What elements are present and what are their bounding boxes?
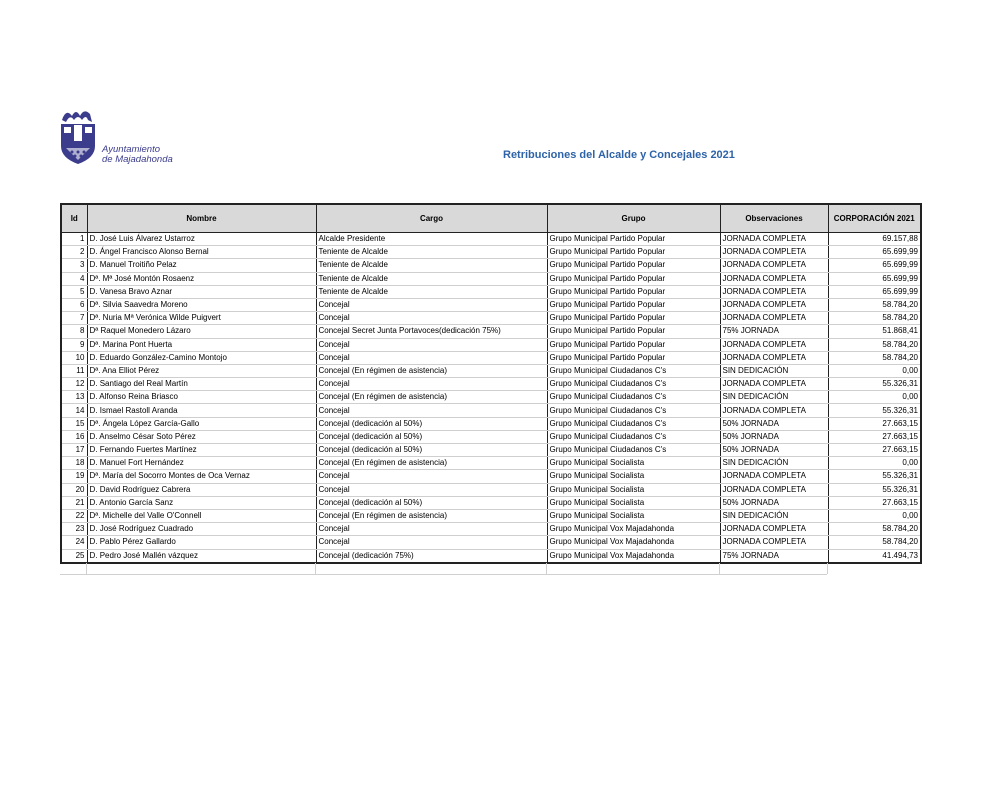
cell-cargo: Teniente de Alcalde — [316, 272, 547, 285]
cell-observaciones: JORNADA COMPLETA — [720, 233, 828, 246]
cell-id: 25 — [61, 549, 87, 563]
cell-nombre: D. Vanesa Bravo Aznar — [87, 285, 316, 298]
cell-observaciones: 50% JORNADA — [720, 444, 828, 457]
logo-caption-line2: de Majadahonda — [102, 154, 173, 165]
cell-observaciones: 50% JORNADA — [720, 417, 828, 430]
cell-nombre: Dª. Ángela López García-Gallo — [87, 417, 316, 430]
cell-id: 2 — [61, 246, 87, 259]
cell-grupo: Grupo Municipal Socialista — [547, 457, 720, 470]
cell-observaciones: JORNADA COMPLETA — [720, 298, 828, 311]
cell-corporacion: 58.784,20 — [828, 338, 921, 351]
cell-id: 10 — [61, 351, 87, 364]
cell-nombre: D. Eduardo González-Camino Montojo — [87, 351, 316, 364]
cell-nombre: D. José Luis Álvarez Ustarroz — [87, 233, 316, 246]
cell-id: 6 — [61, 298, 87, 311]
cell-nombre: Dª. Ana Elliot Pérez — [87, 364, 316, 377]
cell-nombre: D. Antonio García Sanz — [87, 496, 316, 509]
cell-cargo: Concejal — [316, 378, 547, 391]
table-row — [61, 549, 921, 563]
cell-nombre: Dª Raquel Monedero Lázaro — [87, 325, 316, 338]
cell-grupo: Grupo Municipal Partido Popular — [547, 325, 720, 338]
column-header: Observaciones — [720, 204, 828, 233]
cell-observaciones: SIN DEDICACIÓN — [720, 457, 828, 470]
cell-id: 21 — [61, 496, 87, 509]
cell-corporacion: 0,00 — [828, 364, 921, 377]
empty-grid-row — [60, 563, 827, 575]
cell-id: 17 — [61, 444, 87, 457]
cell-cargo: Concejal (dedicación 75%) — [316, 549, 547, 563]
cell-observaciones: JORNADA COMPLETA — [720, 312, 828, 325]
cell-id: 8 — [61, 325, 87, 338]
cell-grupo: Grupo Municipal Ciudadanos C's — [547, 404, 720, 417]
cell-nombre: D. Alfonso Reina Briasco — [87, 391, 316, 404]
cell-nombre: D. Manuel Fort Hernández — [87, 457, 316, 470]
cell-cargo: Concejal — [316, 483, 547, 496]
table-row — [61, 298, 921, 311]
cell-corporacion: 0,00 — [828, 391, 921, 404]
table-row — [61, 285, 921, 298]
cell-nombre: Dª. Silvia Saavedra Moreno — [87, 298, 316, 311]
cell-nombre: D. Pedro José Mallén vázquez — [87, 549, 316, 563]
cell-corporacion: 55.326,31 — [828, 483, 921, 496]
cell-nombre: D. Santiago del Real Martín — [87, 378, 316, 391]
cell-observaciones: JORNADA COMPLETA — [720, 404, 828, 417]
cell-id: 12 — [61, 378, 87, 391]
cell-corporacion: 27.663,15 — [828, 430, 921, 443]
cell-id: 18 — [61, 457, 87, 470]
cell-corporacion: 55.326,31 — [828, 378, 921, 391]
cell-observaciones: JORNADA COMPLETA — [720, 483, 828, 496]
table-row — [61, 496, 921, 509]
table-row — [61, 483, 921, 496]
cell-grupo: Grupo Municipal Partido Popular — [547, 351, 720, 364]
cell-cargo: Teniente de Alcalde — [316, 246, 547, 259]
cell-grupo: Grupo Municipal Vox Majadahonda — [547, 549, 720, 563]
table-row — [61, 378, 921, 391]
cell-corporacion: 65.699,99 — [828, 246, 921, 259]
cell-observaciones: JORNADA COMPLETA — [720, 470, 828, 483]
cell-grupo: Grupo Municipal Socialista — [547, 509, 720, 522]
cell-cargo: Concejal — [316, 312, 547, 325]
table-row — [61, 391, 921, 404]
cell-grupo: Grupo Municipal Ciudadanos C's — [547, 430, 720, 443]
cell-cargo: Concejal (En régimen de asistencia) — [316, 391, 547, 404]
cell-observaciones: JORNADA COMPLETA — [720, 338, 828, 351]
cell-id: 15 — [61, 417, 87, 430]
cell-cargo: Concejal (En régimen de asistencia) — [316, 457, 547, 470]
table-row — [61, 272, 921, 285]
cell-grupo: Grupo Municipal Ciudadanos C's — [547, 417, 720, 430]
cell-observaciones: JORNADA COMPLETA — [720, 378, 828, 391]
table-row — [61, 312, 921, 325]
cell-nombre: D. José Rodríguez Cuadrado — [87, 523, 316, 536]
table-row — [61, 457, 921, 470]
cell-cargo: Concejal — [316, 298, 547, 311]
cell-nombre: Dª. María del Socorro Montes de Oca Vernaz — [87, 470, 316, 483]
cell-grupo: Grupo Municipal Partido Popular — [547, 338, 720, 351]
cell-cargo: Alcalde Presidente — [316, 233, 547, 246]
cell-id: 23 — [61, 523, 87, 536]
retribuciones-table — [60, 203, 922, 564]
cell-corporacion: 58.784,20 — [828, 312, 921, 325]
table-row — [61, 509, 921, 522]
cell-cargo: Concejal (En régimen de asistencia) — [316, 509, 547, 522]
cell-grupo: Grupo Municipal Vox Majadahonda — [547, 523, 720, 536]
cell-observaciones: SIN DEDICACIÓN — [720, 364, 828, 377]
cell-grupo: Grupo Municipal Vox Majadahonda — [547, 536, 720, 549]
table-header-row — [61, 204, 921, 233]
cell-cargo: Concejal (dedicación al 50%) — [316, 496, 547, 509]
table-row — [61, 338, 921, 351]
table-row — [61, 444, 921, 457]
table-body — [61, 233, 921, 563]
cell-id: 22 — [61, 509, 87, 522]
cell-cargo: Concejal (dedicación al 50%) — [316, 444, 547, 457]
cell-grupo: Grupo Municipal Partido Popular — [547, 272, 720, 285]
cell-corporacion: 27.663,15 — [828, 417, 921, 430]
cell-grupo: Grupo Municipal Partido Popular — [547, 233, 720, 246]
cell-observaciones: JORNADA COMPLETA — [720, 259, 828, 272]
cell-grupo: Grupo Municipal Ciudadanos C's — [547, 444, 720, 457]
cell-cargo: Concejal — [316, 470, 547, 483]
cell-corporacion: 65.699,99 — [828, 285, 921, 298]
cell-grupo: Grupo Municipal Socialista — [547, 483, 720, 496]
column-header: Id — [61, 204, 87, 233]
cell-cargo: Teniente de Alcalde — [316, 285, 547, 298]
cell-id: 19 — [61, 470, 87, 483]
table-row — [61, 351, 921, 364]
cell-observaciones: JORNADA COMPLETA — [720, 536, 828, 549]
cell-grupo: Grupo Municipal Socialista — [547, 496, 720, 509]
cell-corporacion: 55.326,31 — [828, 404, 921, 417]
cell-id: 11 — [61, 364, 87, 377]
table-row — [61, 233, 921, 246]
cell-corporacion: 58.784,20 — [828, 536, 921, 549]
cell-id: 5 — [61, 285, 87, 298]
table-row — [61, 470, 921, 483]
cell-nombre: Dª. Nuria Mª Verónica Wilde Puigvert — [87, 312, 316, 325]
column-header: CORPORACIÓN 2021 — [828, 204, 921, 233]
cell-corporacion: 0,00 — [828, 509, 921, 522]
cell-nombre: D. Manuel Troitiño Pelaz — [87, 259, 316, 272]
cell-nombre: Dª. Michelle del Valle O'Connell — [87, 509, 316, 522]
cell-cargo: Concejal Secret Junta Portavoces(dedicación 75%) — [316, 325, 547, 338]
cell-id: 4 — [61, 272, 87, 285]
cell-grupo: Grupo Municipal Ciudadanos C's — [547, 364, 720, 377]
cell-grupo: Grupo Municipal Ciudadanos C's — [547, 391, 720, 404]
table-row — [61, 430, 921, 443]
column-header: Grupo — [547, 204, 720, 233]
cell-cargo: Teniente de Alcalde — [316, 259, 547, 272]
cell-observaciones: SIN DEDICACIÓN — [720, 509, 828, 522]
cell-nombre: D. Pablo Pérez Gallardo — [87, 536, 316, 549]
cell-id: 13 — [61, 391, 87, 404]
cell-corporacion: 58.784,20 — [828, 523, 921, 536]
cell-observaciones: 50% JORNADA — [720, 496, 828, 509]
cell-cargo: Concejal (dedicación al 50%) — [316, 417, 547, 430]
table-row — [61, 536, 921, 549]
cell-id: 14 — [61, 404, 87, 417]
cell-id: 20 — [61, 483, 87, 496]
cell-id: 9 — [61, 338, 87, 351]
column-header: Nombre — [87, 204, 316, 233]
table-row — [61, 364, 921, 377]
cell-cargo: Concejal (dedicación al 50%) — [316, 430, 547, 443]
cell-cargo: Concejal — [316, 351, 547, 364]
table-row — [61, 417, 921, 430]
cell-nombre: D. Ismael Rastoll Aranda — [87, 404, 316, 417]
logo-caption — [102, 145, 173, 165]
table-row — [61, 404, 921, 417]
table-row — [61, 246, 921, 259]
cell-observaciones: JORNADA COMPLETA — [720, 351, 828, 364]
cell-corporacion: 65.699,99 — [828, 272, 921, 285]
cell-nombre: D. Anselmo César Soto Pérez — [87, 430, 316, 443]
cell-observaciones: JORNADA COMPLETA — [720, 285, 828, 298]
cell-corporacion: 41.494,73 — [828, 549, 921, 563]
cell-grupo: Grupo Municipal Partido Popular — [547, 259, 720, 272]
cell-observaciones: JORNADA COMPLETA — [720, 272, 828, 285]
cell-observaciones: 75% JORNADA — [720, 549, 828, 563]
cell-id: 3 — [61, 259, 87, 272]
cell-grupo: Grupo Municipal Socialista — [547, 470, 720, 483]
table-row — [61, 325, 921, 338]
cell-observaciones: JORNADA COMPLETA — [720, 246, 828, 259]
ayuntamiento-logo — [58, 106, 178, 166]
cell-corporacion: 27.663,15 — [828, 496, 921, 509]
cell-corporacion: 27.663,15 — [828, 444, 921, 457]
cell-corporacion: 69.157,88 — [828, 233, 921, 246]
coat-of-arms-icon — [58, 106, 102, 166]
cell-cargo: Concejal — [316, 523, 547, 536]
cell-observaciones: JORNADA COMPLETA — [720, 523, 828, 536]
table-row — [61, 523, 921, 536]
cell-id: 24 — [61, 536, 87, 549]
cell-grupo: Grupo Municipal Partido Popular — [547, 312, 720, 325]
cell-cargo: Concejal — [316, 338, 547, 351]
column-header: Cargo — [316, 204, 547, 233]
table-row — [61, 259, 921, 272]
cell-nombre: D. Ángel Francisco Alonso Bernal — [87, 246, 316, 259]
cell-observaciones: 75% JORNADA — [720, 325, 828, 338]
cell-id: 16 — [61, 430, 87, 443]
cell-corporacion: 58.784,20 — [828, 298, 921, 311]
cell-observaciones: SIN DEDICACIÓN — [720, 391, 828, 404]
cell-grupo: Grupo Municipal Partido Popular — [547, 285, 720, 298]
cell-observaciones: 50% JORNADA — [720, 430, 828, 443]
cell-corporacion: 65.699,99 — [828, 259, 921, 272]
page-title: Retribuciones del Alcalde y Concejales 2021 — [503, 149, 735, 161]
cell-cargo: Concejal — [316, 536, 547, 549]
cell-corporacion: 55.326,31 — [828, 470, 921, 483]
logo-caption-line1: Ayuntamiento — [102, 144, 161, 155]
cell-nombre: Dª. Mª José Montón Rosaenz — [87, 272, 316, 285]
cell-cargo: Concejal (En régimen de asistencia) — [316, 364, 547, 377]
cell-corporacion: 0,00 — [828, 457, 921, 470]
cell-grupo: Grupo Municipal Partido Popular — [547, 246, 720, 259]
cell-cargo: Concejal — [316, 404, 547, 417]
cell-nombre: D. David Rodríguez Cabrera — [87, 483, 316, 496]
cell-grupo: Grupo Municipal Ciudadanos C's — [547, 378, 720, 391]
cell-corporacion: 58.784,20 — [828, 351, 921, 364]
cell-id: 1 — [61, 233, 87, 246]
cell-corporacion: 51.868,41 — [828, 325, 921, 338]
cell-grupo: Grupo Municipal Partido Popular — [547, 298, 720, 311]
cell-nombre: Dª. Marina Pont Huerta — [87, 338, 316, 351]
cell-nombre: D. Fernando Fuertes Martínez — [87, 444, 316, 457]
cell-id: 7 — [61, 312, 87, 325]
